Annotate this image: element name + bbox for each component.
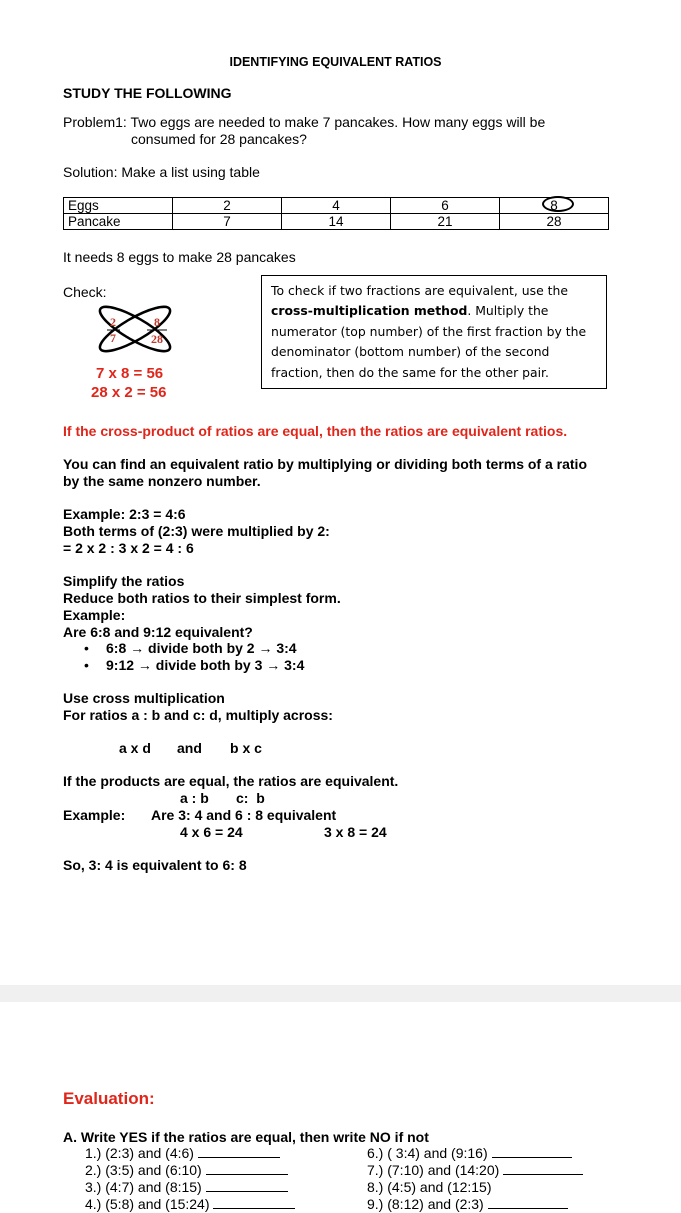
evaluation-right-column [367,1145,583,1213]
solution-intro: Solution: Make a list using table [63,164,260,180]
table-cell: Eggs [64,198,173,214]
note-line: To check if two fractions are equivalent, use the [271,283,568,298]
page-title: IDENTIFYING EQUIVALENT RATIOS [229,55,442,69]
table-cell-value: 8 [550,198,558,213]
list-item [367,1162,583,1179]
cross-line-2: For ratios a : b and c: d, multiply across: [63,707,333,723]
answer-blank[interactable] [213,1197,295,1209]
table-cell: 2 [173,198,282,214]
simplify-line-1: Simplify the ratios [63,573,185,589]
answer-blank[interactable] [206,1163,288,1175]
table-cell: 4 [282,198,391,214]
method-name: cross-multiplication method [271,303,468,319]
note-line: numerator (top number) of the first fraction by the [271,323,587,339]
example2-calc-2: 3 x 8 = 24 [324,824,387,840]
table-row [64,198,609,214]
list-item [85,1179,295,1196]
item-text: 2.) (3:5) and (6:10) [85,1162,202,1178]
list-item [367,1179,583,1196]
problem-line-2: consumed for 28 pancakes? [131,131,307,147]
cross-axd: a x d [119,740,151,756]
example2-text: Are 3: 4 and 6 : 8 equivalent [151,807,337,823]
example1-line-3: = 2 x 2 : 3 x 2 = 4 : 6 [63,540,194,556]
item-text: 6.) ( 3:4) and (9:16) [367,1145,488,1161]
example2-conclusion: So, 3: 4 is equivalent to 6: 8 [63,857,247,873]
table-cell: 14 [282,214,391,230]
cross-bxc: b x c [230,740,262,756]
item-text: 1.) (2:3) and (4:6) [85,1145,194,1161]
equivalence-rule: If the cross-product of ratios are equal, then the ratios are equivalent ratios. [63,423,568,439]
table-cell: 6 [391,198,500,214]
answer-blank[interactable] [503,1163,583,1175]
example2-calc-1: 4 x 6 = 24 [180,824,243,840]
highlight-circle-icon [542,196,574,212]
evaluation-left-column [85,1145,295,1213]
simplify-bullet-list [84,640,304,674]
list-item [367,1145,583,1162]
equiv-text-line-2: by the same nonzero number. [63,473,261,489]
cross-product-2: 28 x 2 = 56 [91,384,167,401]
answer-blank[interactable] [492,1146,572,1158]
cross-ellipse-2 [95,303,175,355]
cross-multiplication-diagram [95,303,175,355]
simplify-line-4: Are 6:8 and 9:12 equivalent? [63,624,253,640]
products-equal-rule: If the products are equal, the ratios are equivalent. [63,773,399,789]
example2-label: Example: [63,807,126,823]
answer-blank[interactable] [198,1146,280,1158]
equiv-text-line-1: You can find an equivalent ratio by multiplying or dividing both terms of a ratio [63,456,588,472]
cross-multiplication-note [261,275,607,389]
item-text: 4.) (5:8) and (15:24) [85,1196,210,1212]
table-cell: Pancake [64,214,173,230]
problem-line-1: Problem1: Two eggs are needed to make 7 pancakes. How many eggs will be [63,114,546,130]
numerator-1: 2 [110,315,116,329]
answer-line: It needs 8 eggs to make 28 pancakes [63,249,296,265]
note-line: denominator (bottom number) of the second [271,344,550,360]
denominator-2: 28 [151,332,163,346]
check-label: Check: [63,284,107,300]
table-cell: 28 [500,214,609,230]
simplify-line-2: Reduce both ratios to their simplest form. [63,590,341,606]
evaluation-instruction: A. Write YES if the ratios are equal, then write NO if not [63,1129,429,1145]
item-text: 8.) (4:5) and (12:15) [367,1179,492,1195]
eggs-pancake-table [63,197,609,230]
item-text: 3.) (4:7) and (8:15) [85,1179,202,1195]
cross-line-1: Use cross multiplication [63,690,225,706]
cross-product-1: 7 x 8 = 56 [96,365,164,382]
answer-blank[interactable] [206,1180,288,1192]
item-text: 9.) (8:12) and (2:3) [367,1196,484,1212]
page-break-divider [0,985,681,1002]
cross-and: and [177,740,202,756]
denominator-1: 7 [110,331,116,345]
note-line: fraction, then do the same for the other pair. [271,364,549,380]
list-item [85,1145,295,1162]
list-item [85,1196,295,1213]
study-heading: STUDY THE FOLLOWING [63,85,232,101]
example1-line-1: Example: 2:3 = 4:6 [63,506,186,522]
evaluation-heading: Evaluation: [63,1089,155,1108]
table-row [64,214,609,230]
list-item [367,1196,583,1213]
note-line [271,301,597,321]
ratio-labels: a : b c: b [180,790,265,806]
table-cell-circled [500,198,609,214]
list-item: • 6:8 → divide both by 2 → 3:4 [84,640,304,657]
note-text: . Multiply the [467,303,549,319]
cross-ellipse-1 [95,303,175,355]
list-item [85,1162,295,1179]
numerator-2: 8 [154,315,160,329]
list-item: • 9:12 → divide both by 3 → 3:4 [84,657,304,674]
example1-line-2: Both terms of (2:3) were multiplied by 2: [63,523,330,539]
answer-blank[interactable] [488,1197,568,1209]
table-cell: 7 [173,214,282,230]
table-cell: 21 [391,214,500,230]
item-text: 7.) (7:10) and (14:20) [367,1162,500,1178]
simplify-line-3: Example: [63,607,126,623]
